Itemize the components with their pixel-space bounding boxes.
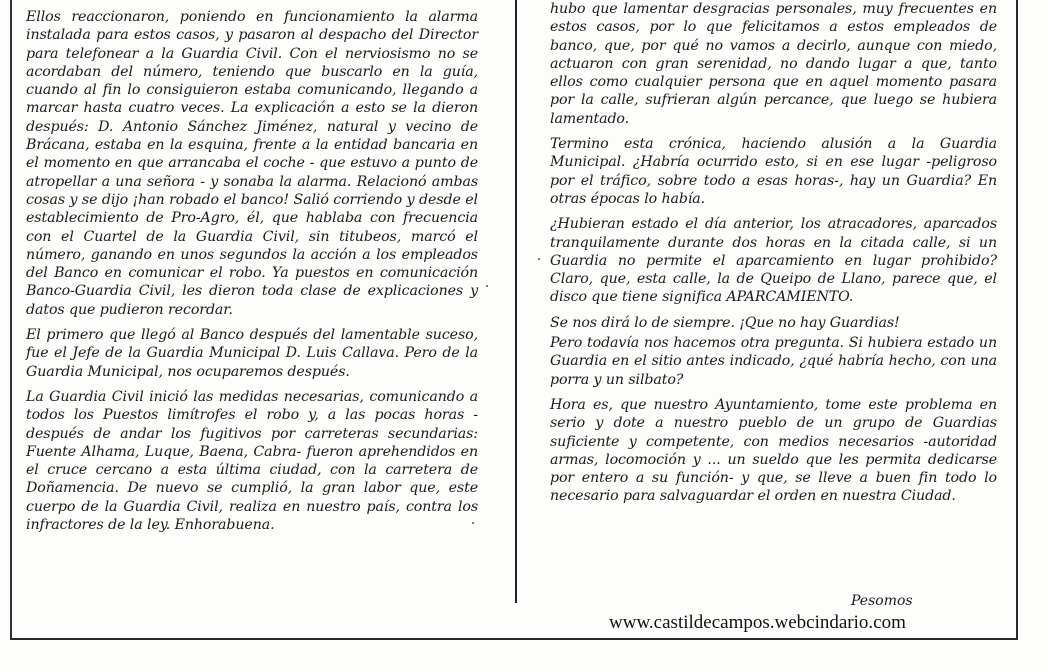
scan-speck [472, 522, 474, 524]
column-divider [515, 0, 517, 603]
page-border-right [1016, 0, 1018, 640]
right-text-column [550, 0, 997, 513]
scan-speck [538, 258, 540, 260]
left-paragraph-2: El primero que llegó al Banco después del lamentable suceso, fue el Jefe de la Guardia Municipal D. Luis Callava. Pero de la Guardia Municipal, nos ocuparemos después. [26, 327, 478, 380]
right-paragraph-6: Hora es, que nuestro Ayuntamiento, tome este problema en serio y dote a nuestro pueblo de un grupo de Guardias suficiente y competente, con medios necesarios -autoridad armas, locomoción y ... un sueldo que les permita dedicarse por entero a su función- y que, se lleve a buen fin todo lo necesario para salvaguardar el orden en nuestra Ciudad. [550, 396, 997, 505]
left-paragraph-1: Ellos reaccionaron, poniendo en funcionamiento la alarma instalada para estos casos, y pasaron al despacho del Director para telefonear a la Guardia Civil. Con el nerviosismo no se acordaban del número, teniendo que buscarlo en la guía, cuando al fin lo consiguieron estaba comunicando, llegando a marcar hasta cuatro veces. La explicación a esto se la dieron después: D. Antonio Sánchez Jiménez, natural y vecino de Brácana, estaba en la esquina, frente a la entidad bancaria en el momento en que arrancaba el coche - que estuvo a punto de atropellar a una señora - y sonaba la alarma. Relacionó ambas cosas y se dijo ¡han robado el banco! Salió corriendo y desde el establecimiento de Pro-Agro, él, que hablaba con frecuencia con el Cuartel de la Guardia Civil, sin titubeos, marcó el número, ganando en unos segundos la acción a los empleados del Banco en comunicar el robo. Ya puestos en comunicación Banco-Guardia Civil, les dieron toda clase de explicaciones y datos que pudieron recordar. [26, 9, 478, 318]
right-paragraph-2: Termino esta crónica, haciendo alusión a la Guardia Municipal. ¿Habría ocurrido esto, si en ese lugar -peligroso por el tráfico, sobre todo a esas horas-, hay un Guardia? En otras épocas lo había. [550, 136, 997, 207]
page-border-bottom [10, 638, 1018, 640]
website-watermark: www.castildecampos.webcindario.com [609, 612, 906, 633]
left-paragraph-3: La Guardia Civil inició las medidas necesarias, comunicando a todos los Puestos limítrofes el robo y, a las pocas horas -después de andar los fugitivos por carreteras secundarias: Fuente Alhama, Luque, Baena, Cabra- fueron aprehendidos en el cruce cercano a esta última ciudad, con la carretera de Doñamencia. De nuevo se cumplió, la gran labor que, este cuerpo de la Guardia Civil, realiza en nuestro país, contra los infractores de la ley. Enhorabuena. [26, 388, 478, 534]
author-signature: Pesomos [851, 593, 913, 609]
right-paragraph-5: Pero todavía nos hacemos otra pregunta. Si hubiera estado un Guardia en el sitio antes indicado, ¿qué habría hecho, con una porra y un silbato? [550, 335, 997, 388]
scan-speck [486, 285, 488, 287]
page-border-left [10, 0, 12, 640]
left-text-column [26, 8, 478, 541]
right-paragraph-1: hubo que lamentar desgracias personales, muy frecuentes en estos casos, por lo que felicitamos a estos empleados de banco, que, por qué no vamos a decirlo, aunque con miedo, actuaron con gran serenidad, no dando lugar a que, tanto ellos como cualquier persona que en aquel momento pasara por la calle, sufrieran algún percance, que luego se hubiera lamentado. [550, 1, 997, 127]
right-paragraph-3: ¿Hubieran estado el día anterior, los atracadores, aparcados tranquilamente durante dos horas en la citada calle, si un Guardia no permite el aparcamiento en lugar prohibido? Claro, que, esta calle, la de Queipo de Llano, parece que, el disco que tiene significa APARCAMIENTO. [550, 216, 997, 306]
right-paragraph-4: Se nos dirá lo de siempre. ¡Que no hay Guardias! [550, 314, 900, 331]
